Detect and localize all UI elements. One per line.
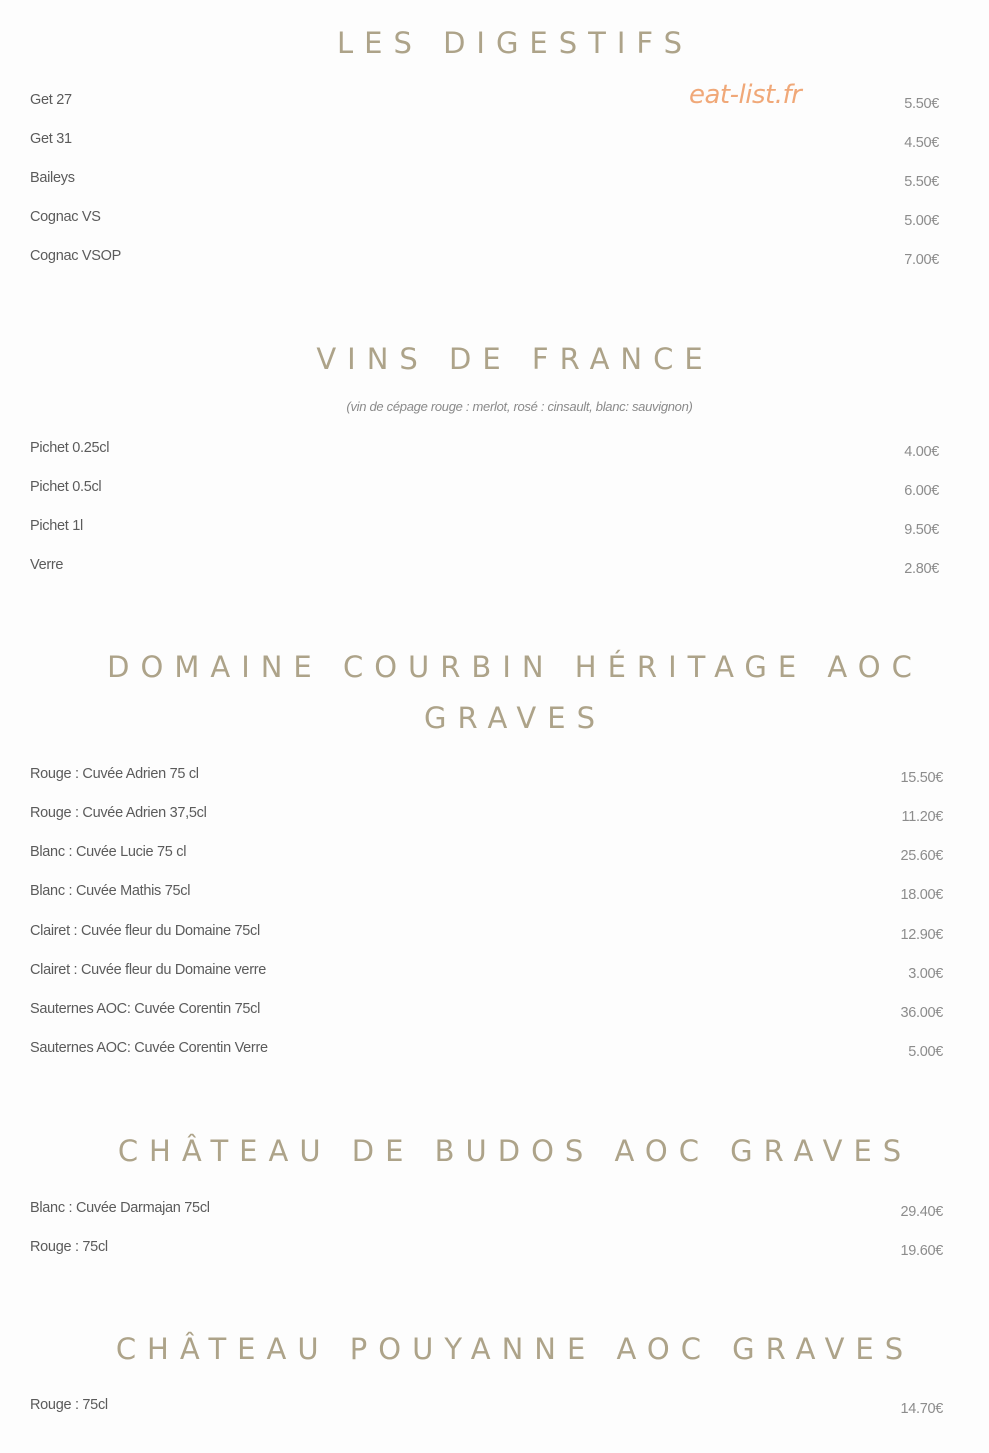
item-name: Clairet : Cuvée fleur du Domaine verre bbox=[30, 962, 267, 978]
item-price: 5.50€ bbox=[904, 96, 939, 112]
menu-item bbox=[30, 248, 943, 276]
section-title-chateau-de-budos: CHÂTEAU DE BUDOS AOC GRAVES bbox=[117, 1134, 913, 1168]
menu-item bbox=[30, 1239, 943, 1267]
item-name: Cognac VS bbox=[30, 209, 101, 225]
item-name: Pichet 0.5cl bbox=[30, 479, 102, 495]
item-name: Pichet 1l bbox=[30, 518, 83, 534]
menu-item bbox=[30, 209, 943, 237]
menu-item bbox=[30, 518, 943, 546]
item-price: 9.50€ bbox=[904, 522, 939, 538]
menu-item bbox=[30, 883, 943, 911]
item-name: Rouge : Cuvée Adrien 37,5cl bbox=[30, 805, 207, 821]
menu-item bbox=[30, 805, 943, 833]
section-subtitle: (vin de cépage rouge : merlot, rosé : cinsault, blanc: sauvignon) bbox=[346, 399, 693, 414]
item-name: Rouge : 75cl bbox=[30, 1397, 108, 1413]
menu-item bbox=[30, 1397, 943, 1425]
item-name: Baileys bbox=[30, 170, 75, 186]
menu-item bbox=[30, 962, 943, 990]
item-price: 29.40€ bbox=[900, 1204, 943, 1220]
item-price: 14.70€ bbox=[900, 1401, 943, 1417]
item-name: Clairet : Cuvée fleur du Domaine 75cl bbox=[30, 923, 260, 939]
item-price: 5.00€ bbox=[908, 1044, 943, 1060]
item-price: 25.60€ bbox=[900, 848, 943, 864]
item-name: Sauternes AOC: Cuvée Corentin Verre bbox=[30, 1040, 268, 1056]
menu-item bbox=[30, 1001, 943, 1029]
section-title-digestifs: LES DIGESTIFS bbox=[336, 26, 694, 60]
menu-item bbox=[30, 131, 943, 159]
item-price: 15.50€ bbox=[900, 770, 943, 786]
item-price: 18.00€ bbox=[900, 887, 943, 903]
item-name: Sauternes AOC: Cuvée Corentin 75cl bbox=[30, 1001, 260, 1017]
item-price: 5.00€ bbox=[904, 213, 939, 229]
item-price: 5.50€ bbox=[904, 174, 939, 190]
menu-item bbox=[30, 844, 943, 872]
item-price: 4.00€ bbox=[904, 444, 939, 460]
menu-item bbox=[30, 1040, 943, 1068]
section-title-domaine-courbin: DOMAINE COURBIN HÉRITAGE AOC bbox=[107, 650, 923, 684]
item-name: Blanc : Cuvée Lucie 75 cl bbox=[30, 844, 187, 860]
item-price: 6.00€ bbox=[904, 483, 939, 499]
menu-item bbox=[30, 557, 943, 585]
section-title-vins-de-france: VINS DE FRANCE bbox=[316, 342, 714, 376]
item-name: Blanc : Cuvée Darmajan 75cl bbox=[30, 1200, 210, 1216]
item-price: 7.00€ bbox=[904, 252, 939, 268]
item-price: 12.90€ bbox=[900, 927, 943, 943]
item-name: Pichet 0.25cl bbox=[30, 440, 110, 456]
section-title-chateau-pouyanne: CHÂTEAU POUYANNE AOC GRAVES bbox=[115, 1332, 915, 1366]
menu-item bbox=[30, 170, 943, 198]
menu-item bbox=[30, 440, 943, 468]
item-name: Blanc : Cuvée Mathis 75cl bbox=[30, 883, 191, 899]
item-price: 19.60€ bbox=[900, 1243, 943, 1259]
menu-item bbox=[30, 923, 943, 951]
item-price: 4.50€ bbox=[904, 135, 939, 151]
item-name: Cognac VSOP bbox=[30, 248, 121, 264]
item-name: Get 31 bbox=[30, 131, 72, 147]
item-price: 2.80€ bbox=[904, 561, 939, 577]
watermark-text: eat-list.fr bbox=[689, 80, 802, 110]
item-name: Get 27 bbox=[30, 92, 72, 108]
item-name: Verre bbox=[30, 557, 64, 573]
item-price: 3.00€ bbox=[908, 966, 943, 982]
item-name: Rouge : Cuvée Adrien 75 cl bbox=[30, 766, 199, 782]
menu-item bbox=[30, 1200, 943, 1228]
section-title-domaine-courbin-line2: GRAVES bbox=[424, 701, 606, 735]
item-price: 11.20€ bbox=[901, 809, 943, 825]
menu-item bbox=[30, 479, 943, 507]
menu-item bbox=[30, 766, 943, 794]
item-price: 36.00€ bbox=[900, 1005, 943, 1021]
menu-item bbox=[30, 92, 943, 120]
item-name: Rouge : 75cl bbox=[30, 1239, 108, 1255]
